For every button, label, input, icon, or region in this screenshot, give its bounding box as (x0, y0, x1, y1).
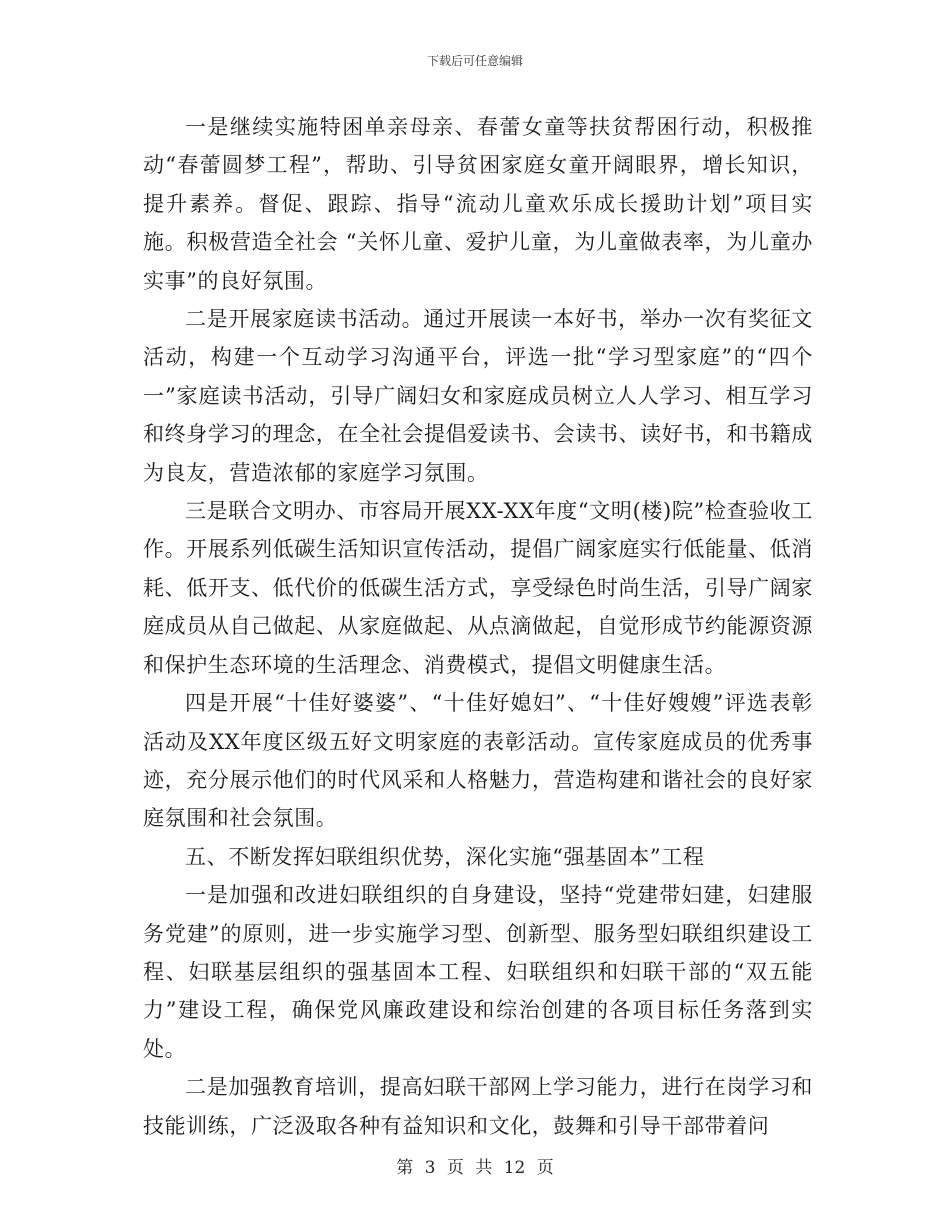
document-body (143, 108, 813, 1145)
paragraph-5: 一是加强和改进妇联组织的自身建设，坚持“党建带妇建，妇建服务党建”的原则，进一步实施学习型、创新型、服务型妇联组织建设工程、妇联基层组织的强基固本工程、妇联组织和妇联干部的“双五能力”建设工程，确保党风廉政建设和综治创建的各项目标任务落到实处。 (143, 883, 813, 1061)
paragraph-1: 一是继续实施特困单亲母亲、春蕾女童等扶贫帮困行动，积极推动“春蕾圆梦工程”，帮助、引导贫困家庭女童开阔眼界，增长知识，提升素养。督促、跟踪、指导“流动儿童欢乐成长援助计划”项目实施。积极营造全社会 “关怀儿童、爱护儿童，为儿童做表率，为儿童办实事”的良好氛围。 (143, 115, 813, 293)
page-header: 下载后可任意编辑 (426, 54, 523, 68)
paragraph-4: 四是开展“十佳好婆婆”、“十佳好媳妇”、“十佳好嫂嫂”评选表彰活动及XX年度区级五好文明家庭的表彰活动。宣传家庭成员的优秀事迹，充分展示他们的时代风采和人格魅力，营造构建和谐社会的良好家庭氛围和社会氛围。 (143, 691, 813, 831)
page-number: 第 3 页 共 12 页 (396, 1158, 554, 1178)
section-heading: 五、不断发挥妇联组织优势，深化实施“强基固本”工程 (185, 844, 705, 869)
paragraph-3: 三是联合文明办、市容局开展XX-XX年度“文明(楼)院”检查验收工作。开展系列低碳生活知识宣传活动，提倡广阔家庭实行低能量、低消耗、低开支、低代价的低碳生活方式，享受绿色时尚生活，引导广阔家庭成员从自己做起、从家庭做起、从点滴做起，自觉形成节约能源资源和保护生态环境的生活理念、消费模式，提倡文明健康生活。 (143, 499, 813, 677)
paragraph-2: 二是开展家庭读书活动。通过开展读一本好书，举办一次有奖征文活动，构建一个互动学习沟通平台，评选一批“学习型家庭”的“四个一”家庭读书活动，引导广阔妇女和家庭成员树立人人学习、相互学习和终身学习的理念，在全社会提倡爱读书、会读书、读好书，和书籍成为良友，营造浓郁的家庭学习氛围。 (143, 307, 813, 485)
paragraph-6: 二是加强教育培训，提高妇联干部网上学习能力，进行在岗学习和技能训练，广泛汲取各种有益知识和文化，鼓舞和引导干部带着问 (143, 1075, 813, 1138)
